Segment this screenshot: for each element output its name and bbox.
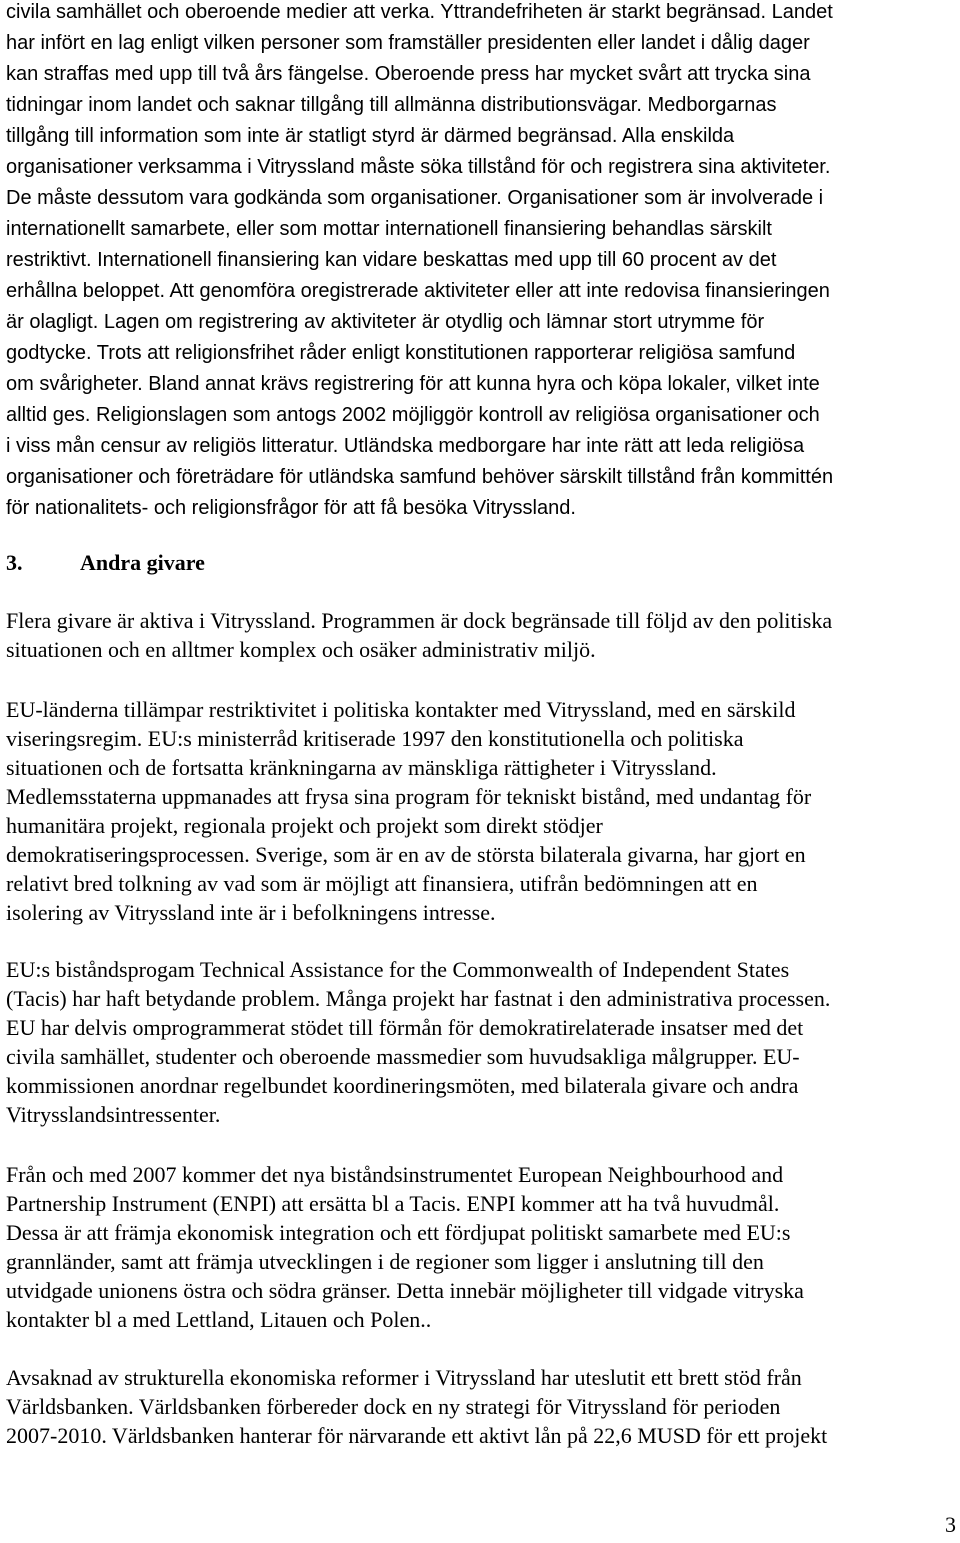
text-line: erhållna beloppet. Att genomföra oregistrerade aktiviteter eller att inte redovisa finansieringen bbox=[6, 280, 830, 302]
text-line: situationen och de fortsatta kränkningarna av mänskliga rättigheter i Vitryssland. bbox=[6, 755, 717, 780]
text-line: EU-länderna tillämpar restriktivitet i politiska kontakter med Vitryssland, med en särskild bbox=[6, 697, 796, 722]
text-line: alltid ges. Religionslagen som antogs 2002 möjliggör kontroll av religiösa organisationer och bbox=[6, 404, 820, 426]
text-line: kontakter bl a med Lettland, Litauen och Polen.. bbox=[6, 1307, 432, 1332]
text-line: om svårigheter. Bland annat krävs registrering för att kunna hyra och köpa lokaler, vilket inte bbox=[6, 373, 820, 395]
section-heading bbox=[6, 548, 205, 577]
text-line: organisationer och företrädare för utländska samfund behöver särskilt tillstånd från kommittén bbox=[6, 466, 834, 488]
text-line: Dessa är att främja ekonomisk integration och ett fördjupat politiskt samarbete med EU:s bbox=[6, 1220, 791, 1245]
text-line: kommissionen anordnar regelbundet koordineringsmöten, med bilaterala givare och andra bbox=[6, 1073, 799, 1098]
text-line: De måste dessutom vara godkända som organisationer. Organisationer som är involverade i bbox=[6, 187, 824, 209]
text-line: (Tacis) har haft betydande problem. Många projekt har fastnat i den administrativa processen. bbox=[6, 986, 831, 1011]
paragraph-civil-society bbox=[6, 0, 956, 523]
text-line: restriktivt. Internationell finansiering kan vidare beskattas med upp till 60 procent av det bbox=[6, 249, 777, 271]
text-line: Avsaknad av strukturella ekonomiska reformer i Vitryssland har uteslutit ett brett stöd från bbox=[6, 1365, 802, 1390]
text-line: Världsbanken. Världsbanken förbereder dock en ny strategi för Vitryssland för perioden bbox=[6, 1394, 781, 1419]
text-line: kan straffas med upp till två års fängelse. Oberoende press har mycket svårt att trycka sina bbox=[6, 63, 811, 85]
text-line: EU:s biståndsprogam Technical Assistance for the Commonwealth of Independent States bbox=[6, 957, 790, 982]
text-line: utvidgade unionens östra och södra gränser. Detta innebär möjligheter till vidgade vitryska bbox=[6, 1278, 804, 1303]
text-line: godtycke. Trots att religionsfrihet råder enligt konstitutionen rapporterar religiösa samfund bbox=[6, 342, 796, 364]
paragraph-eu-restrictions bbox=[6, 695, 956, 927]
text-line: för nationalitets- och religionsfrågor för att få besöka Vitryssland. bbox=[6, 497, 576, 519]
text-line: demokratiseringsprocessen. Sverige, som är en av de största bilaterala givarna, har gjort en bbox=[6, 842, 806, 867]
text-line: 2007-2010. Världsbanken hanterar för närvarande ett aktivt lån på 22,6 MUSD för ett projekt bbox=[6, 1423, 828, 1448]
text-line: Vitrysslandsintressenter. bbox=[6, 1102, 221, 1127]
paragraph-donors bbox=[6, 606, 956, 664]
text-line: civila samhället och oberoende medier att verka. Yttrandefriheten är starkt begränsad. Landet bbox=[6, 1, 833, 23]
paragraph-world-bank bbox=[6, 1363, 956, 1450]
text-line: Från och med 2007 kommer det nya biståndsinstrumentet European Neighbourhood and bbox=[6, 1162, 784, 1187]
text-line: viseringsregim. EU:s ministerråd kritiserade 1997 den konstitutionella och politiska bbox=[6, 726, 744, 751]
paragraph-tacis bbox=[6, 955, 956, 1129]
text-line: Partnership Instrument (ENPI) att ersätta bl a Tacis. ENPI kommer att ha två huvudmål. bbox=[6, 1191, 780, 1216]
text-line: tillgång till information som inte är statligt styrd är därmed begränsad. Alla enskilda bbox=[6, 125, 735, 147]
text-line: relativt bred tolkning av vad som är möjligt att finansiera, utifrån bedömningen att en bbox=[6, 871, 758, 896]
text-line: situationen och en alltmer komplex och osäker administrativ miljö. bbox=[6, 637, 596, 662]
text-line: isolering av Vitryssland inte är i befolkningens intresse. bbox=[6, 900, 496, 925]
section-title: Andra givare bbox=[80, 550, 205, 575]
text-line: EU har delvis omprogrammerat stödet till förmån för demokratirelaterade insatser med det bbox=[6, 1015, 804, 1040]
text-line: internationellt samarbete, eller som mottar internationell finansiering behandlas särskilt bbox=[6, 218, 772, 240]
section-number: 3. bbox=[6, 550, 23, 575]
text-line: är olagligt. Lagen om registrering av aktiviteter är otydlig och lämnar stort utrymme för bbox=[6, 311, 765, 333]
text-line: i viss mån censur av religiös litteratur. Utländska medborgare har inte rätt att leda religiösa bbox=[6, 435, 805, 457]
text-line: humanitära projekt, regionala projekt och projekt som direkt stödjer bbox=[6, 813, 603, 838]
text-line: Medlemsstaterna uppmanades att frysa sina program för tekniskt bistånd, med undantag för bbox=[6, 784, 812, 809]
text-line: organisationer verksamma i Vitryssland måste söka tillstånd för och registrera sina aktiviteter. bbox=[6, 156, 831, 178]
text-line: grannländer, samt att främja utvecklingen i de regioner som ligger i anslutning till den bbox=[6, 1249, 764, 1274]
text-line: tidningar inom landet och saknar tillgång till allmänna distributionsvägar. Medborgarnas bbox=[6, 94, 777, 116]
text-line: civila samhället, studenter och oberoende massmedier som huvudsakliga målgrupper. EU- bbox=[6, 1044, 800, 1069]
page-number: 3 bbox=[945, 1512, 956, 1537]
text-line: Flera givare är aktiva i Vitryssland. Programmen är dock begränsade till följd av den politiska bbox=[6, 608, 833, 633]
text-line: har infört en lag enligt vilken personer som framställer presidenten eller landet i dålig dager bbox=[6, 32, 810, 54]
paragraph-enpi bbox=[6, 1160, 956, 1334]
